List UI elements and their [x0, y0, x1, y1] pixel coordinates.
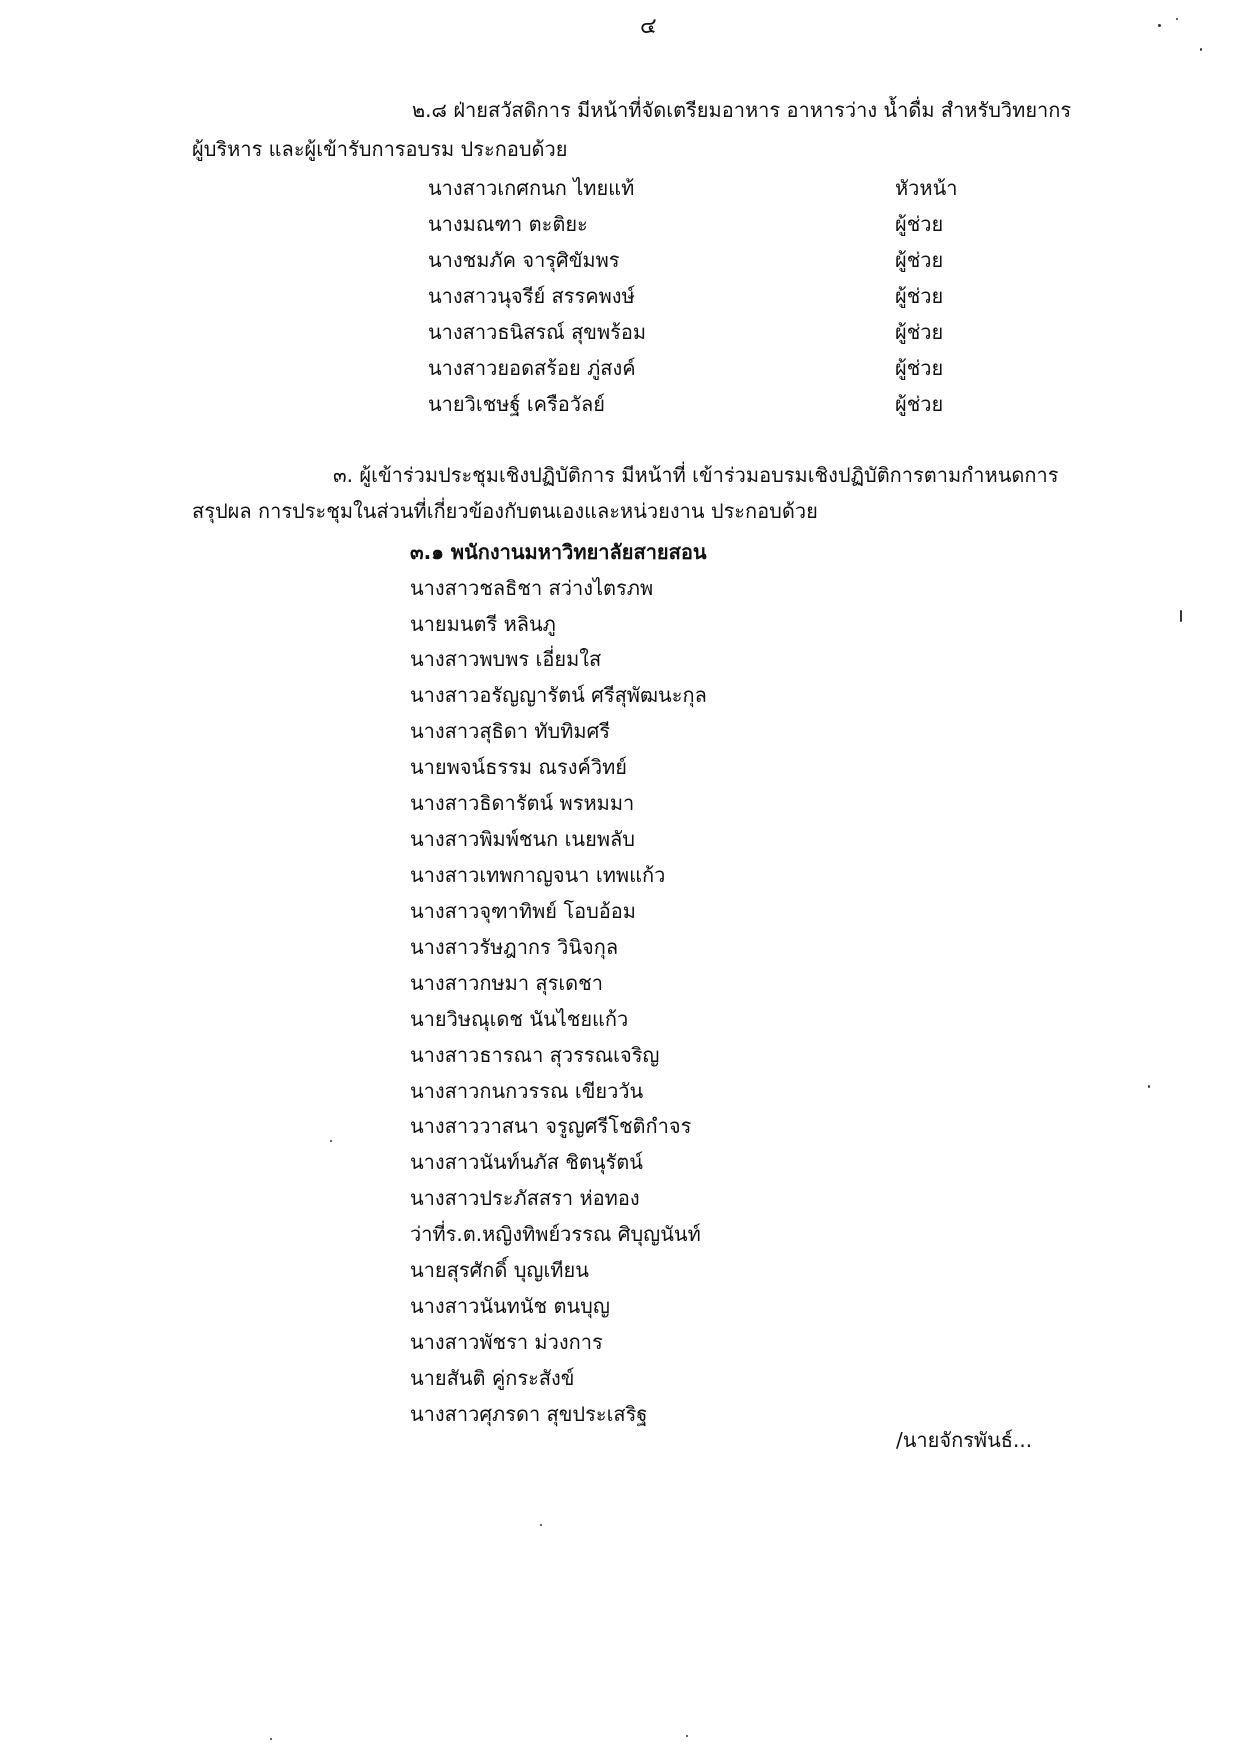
member-name: นางสาวธนิสรณ์ สุขพร้อม — [428, 320, 647, 344]
attendee-name: นางสาวอรัญญารัตน์ ศรีสุพัฒนะกุล — [410, 683, 707, 707]
attendee-name: นางสาวประภัสสรา ห่อทอง — [410, 1186, 640, 1210]
page-number: ๔ — [640, 14, 657, 39]
section-3-paragraph-line1: ๓. ผู้เข้าร่วมประชุมเชิงปฏิบัติการ มีหน้าที่ เข้าร่วมอบรมเชิงปฏิบัติการตามกำหนดการ — [333, 463, 1059, 487]
member-name: นางสาวยอดสร้อย ภู่สงค์ — [428, 356, 636, 380]
attendee-name: นายสันติ คู่กระสังข์ — [410, 1366, 575, 1390]
member-role: ผู้ช่วย — [895, 248, 944, 272]
member-name: นางสาวนุจรีย์ สรรคพงษ์ — [428, 284, 635, 308]
scan-speck — [1158, 24, 1161, 27]
section-2-8-paragraph-line1: ๒.๘ ฝ่ายสวัสดิการ มีหน้าที่จัดเตรียมอาหาร อาหารว่าง น้ำดื่ม สำหรับวิทยากร — [412, 98, 1072, 122]
attendee-name: นายพจน์ธรรม ณรงค์วิทย์ — [410, 755, 628, 779]
attendee-name: นางสาวนันท์นภัส ชิตนุรัตน์ — [410, 1150, 643, 1174]
scan-speck — [1200, 48, 1202, 51]
section-2-8-paragraph-line2: ผู้บริหาร และผู้เข้ารับการอบรม ประกอบด้วย — [192, 137, 568, 161]
member-name: นายวิเชษฐ์ เครือวัลย์ — [428, 392, 606, 416]
attendee-name: นางสาวสุธิดา ทับทิมศรี — [410, 719, 611, 743]
attendee-name: ว่าที่ร.ต.หญิงทิพย์วรรณ ศิบุญนันท์ — [410, 1222, 701, 1246]
attendee-name: นางสาวรัษฎากร วินิจกุล — [410, 935, 619, 959]
member-role: ผู้ช่วย — [895, 320, 944, 344]
scan-speck — [540, 1524, 542, 1526]
member-role: ผู้ช่วย — [895, 284, 944, 308]
member-name: นางชมภัค จารุศิขัมพร — [428, 248, 620, 272]
attendee-name: นางสาวธารณา สุวรรณเจริญ — [410, 1043, 660, 1067]
attendee-name: นางสาวศุภรดา สุขประเสริฐ — [410, 1402, 648, 1426]
subsection-3-1-title: ๓.๑ พนักงานมหาวิทยาลัยสายสอน — [410, 540, 707, 564]
attendee-name: นางสาวธิดารัตน์ พรหมมา — [410, 791, 635, 815]
attendee-name: นางสาวพัชรา ม่วงการ — [410, 1330, 603, 1354]
scan-speck — [330, 1140, 332, 1142]
attendee-name: นางสาวจุฑาทิพย์ โอบอ้อม — [410, 899, 636, 923]
attendee-name: นางสาวเทพกาญจนา เทพแก้ว — [410, 863, 666, 887]
attendee-name: นางสาวกนกวรรณ เขียววัน — [410, 1079, 644, 1103]
scan-speck — [270, 1738, 272, 1740]
member-name: นางสาวเกศกนก ไทยแท้ — [428, 176, 635, 200]
attendee-name: นางสาวกษมา สุรเดชา — [410, 971, 603, 995]
scan-speck — [1176, 18, 1178, 20]
attendee-name: นายมนตรี หลินภู — [410, 612, 556, 636]
scan-speck — [1148, 1085, 1150, 1088]
continuation-marker: /นายจักรพันธ์... — [896, 1428, 1033, 1452]
member-name: นางมณฑา ตะติยะ — [428, 212, 588, 236]
member-role: ผู้ช่วย — [895, 356, 944, 380]
scan-speck — [686, 1735, 688, 1737]
attendee-name: นางสาวพบพร เอี่ยมใส — [410, 647, 602, 671]
section-3-paragraph-line2: สรุปผล การประชุมในส่วนที่เกี่ยวข้องกับตนเองและหน่วยงาน ประกอบด้วย — [192, 499, 818, 523]
member-role: ผู้ช่วย — [895, 392, 944, 416]
attendee-name: นายวิษณุเดช นันไชยแก้ว — [410, 1007, 629, 1031]
attendee-name: นายสุรศักดิ์ บุญเทียน — [410, 1258, 589, 1282]
attendee-name: นางสาวพิมพ์ชนก เนยพลับ — [410, 827, 635, 851]
attendee-name: นางสาวนันทนัช ตนบุญ — [410, 1294, 610, 1318]
attendee-name: นางสาวชลธิชา สว่างไตรภพ — [410, 576, 654, 600]
member-role: ผู้ช่วย — [895, 212, 944, 236]
scan-speck — [1180, 610, 1182, 622]
attendee-name: นางสาววาสนา จรูญศรีโชติกำจร — [410, 1114, 692, 1138]
member-role: หัวหน้า — [895, 176, 958, 200]
